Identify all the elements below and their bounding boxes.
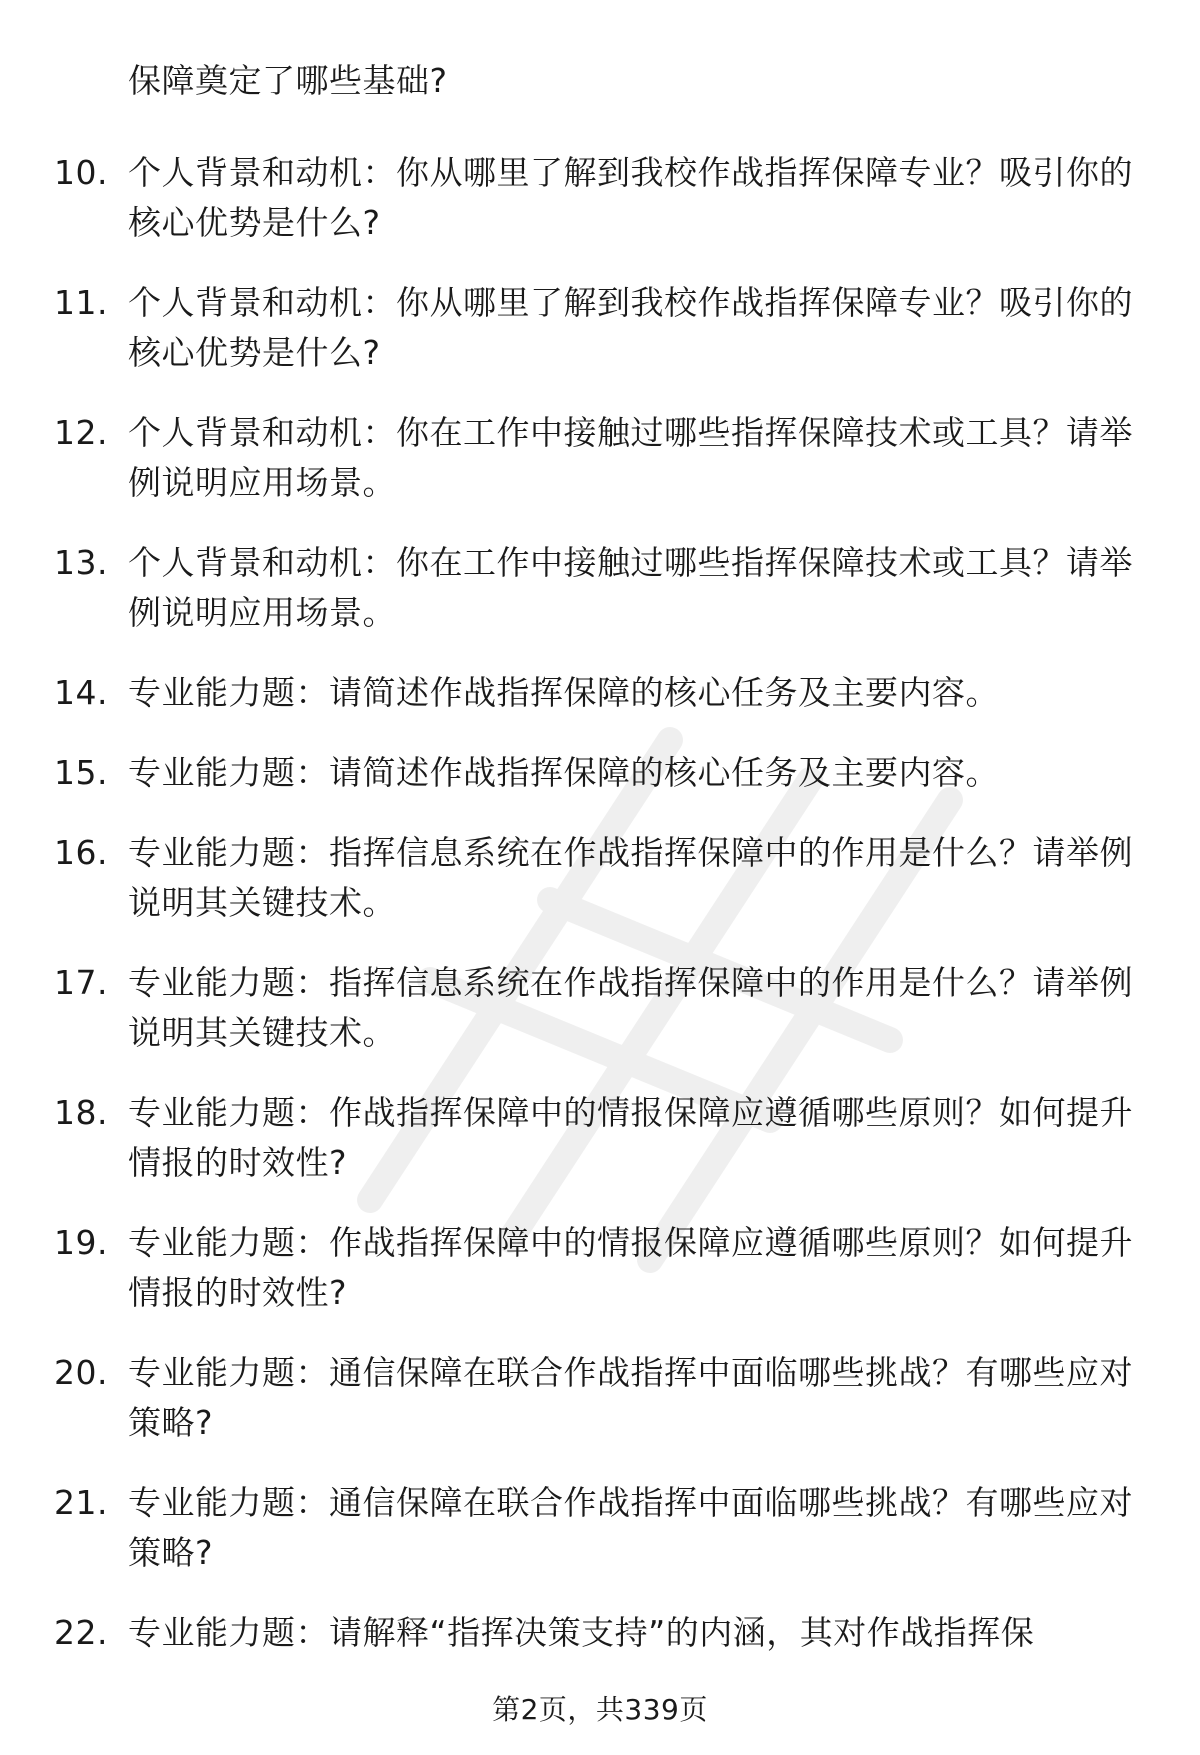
question-text: 专业能力题：请简述作战指挥保障的核心任务及主要内容。 [128, 673, 999, 712]
question-text: 专业能力题：通信保障在联合作战指挥中面临哪些挑战？有哪些应对策略? [128, 1483, 1133, 1572]
question-text: 专业能力题：通信保障在联合作战指挥中面临哪些挑战？有哪些应对策略? [128, 1353, 1133, 1442]
question-number: 17. [54, 963, 108, 1002]
question-item [0, 958, 1200, 1058]
question-item [0, 1218, 1200, 1318]
question-item [0, 1088, 1200, 1188]
question-number: 13. [54, 543, 108, 582]
question-item [0, 748, 1200, 798]
continued-question-text: 保障奠定了哪些基础? [128, 61, 448, 100]
question-item [0, 668, 1200, 718]
question-text: 专业能力题：作战指挥保障中的情报保障应遵循哪些原则？如何提升情报的时效性? [128, 1093, 1133, 1182]
question-text: 个人背景和动机：你从哪里了解到我校作战指挥保障专业？吸引你的核心优势是什么? [128, 153, 1133, 242]
question-number: 20. [54, 1353, 108, 1392]
question-list [0, 148, 1200, 1688]
question-item [0, 148, 1200, 248]
question-number: 14. [54, 673, 108, 712]
question-text: 专业能力题：请解释“指挥决策支持”的内涵，其对作战指挥保 [128, 1613, 1035, 1652]
question-number: 15. [54, 753, 108, 792]
question-text: 专业能力题：请简述作战指挥保障的核心任务及主要内容。 [128, 753, 999, 792]
question-number: 19. [54, 1223, 108, 1262]
question-number: 16. [54, 833, 108, 872]
question-text: 专业能力题：指挥信息系统在作战指挥保障中的作用是什么？请举例说明其关键技术。 [128, 963, 1133, 1052]
question-number: 18. [54, 1093, 108, 1132]
question-item [0, 538, 1200, 638]
question-text: 个人背景和动机：你在工作中接触过哪些指挥保障技术或工具？请举例说明应用场景。 [128, 543, 1133, 632]
question-number: 22. [54, 1613, 108, 1652]
question-text: 个人背景和动机：你在工作中接触过哪些指挥保障技术或工具？请举例说明应用场景。 [128, 413, 1133, 502]
question-number: 11. [54, 283, 108, 322]
question-item [0, 278, 1200, 378]
question-text: 专业能力题：指挥信息系统在作战指挥保障中的作用是什么？请举例说明其关键技术。 [128, 833, 1133, 922]
question-number: 21. [54, 1483, 108, 1522]
question-text: 个人背景和动机：你从哪里了解到我校作战指挥保障专业？吸引你的核心优势是什么? [128, 283, 1133, 372]
question-item [0, 1478, 1200, 1578]
question-text: 专业能力题：作战指挥保障中的情报保障应遵循哪些原则？如何提升情报的时效性? [128, 1223, 1133, 1312]
question-item [0, 408, 1200, 508]
question-number: 10. [54, 153, 108, 192]
page-footer: 第2页，共339页 [492, 1693, 708, 1726]
question-item [0, 1608, 1200, 1658]
question-item [0, 1348, 1200, 1448]
question-number: 12. [54, 413, 108, 452]
question-item [0, 828, 1200, 928]
